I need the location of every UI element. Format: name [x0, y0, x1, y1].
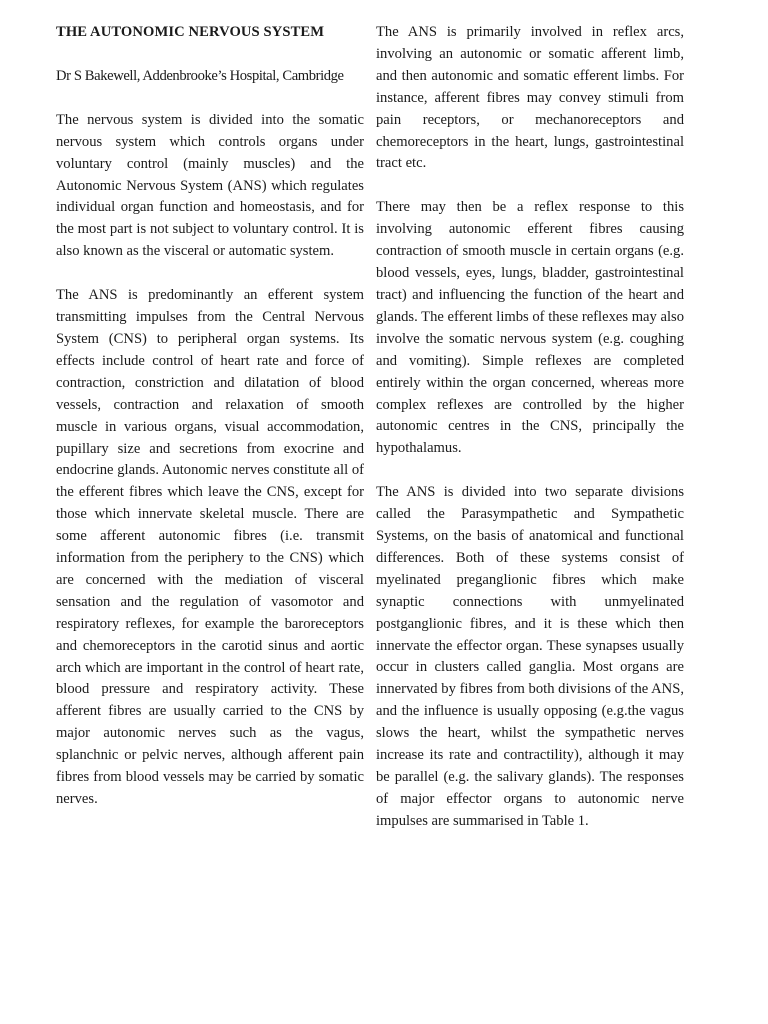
paragraph-intro: The nervous system is divided into the somatic nervous system which controls organs under voluntary control (mainly muscles) and the Autonomic Nervous System (ANS) which regulates individual organ function and homeostasis, and for the most part is not subject to voluntary control. It is also known as the visceral or automatic system.	[56, 111, 364, 260]
article-title: THE AUTONOMIC NERVOUS SYSTEM	[56, 24, 325, 40]
right-column	[376, 22, 684, 833]
paragraph-efferent: The ANS is predominantly an efferent system transmitting impulses from the Central Nervous System (CNS) to peripheral organ systems. Its effects include control of heart rate and force of contraction, constriction and dilatation of blood vessels, contraction and relaxation of smooth muscle in various organs, visual accommodation, pupillary size and secretions from exocrine and endocrine glands. Autonomic nerves constitute all of the efferent fibres which leave the CNS, except for those which innervate skeletal muscle. There are some afferent autonomic fibres (i.e. transmit information from the periphery to the CNS) which are concerned with the mediation of visceral sensation and the regulation of vasomotor and respiratory reflexes, for example the baroreceptors and chemoreceptors in the carotid sinus and aortic arch which are important in the control of heart rate, blood pressure and respiratory activity. These afferent fibres are usually carried to the CNS by major autonomic nerves such as the vagus, splanchnic or pelvic nerves, although afferent pain fibres from blood vessels may be carried by somatic nerves.	[56, 287, 364, 807]
paragraph-reflex-response: There may then be a reflex response to this involving autonomic efferent fibres causing contraction of smooth muscle in certain organs (e.g. blood vessels, eyes, lungs, bladder, gastrointestinal tract) and influencing the function of the heart and glands. The efferent limbs of these reflexes may also involve the somatic nervous system (e.g. coughing and vomiting). Simple reflexes are completed entirely within the organ concerned, whereas more complex reflexes are controlled by the higher autonomic centres in the CNS, principally the hypothalamus.	[376, 199, 684, 457]
left-column	[56, 22, 364, 811]
article-page	[56, 22, 686, 1002]
article-author: Dr S Bakewell, Addenbrooke’s Hospital, Cambridge	[56, 67, 344, 84]
paragraph-reflex-arcs: The ANS is primarily involved in reflex arcs, involving an autonomic or somatic afferent limb, and then autonomic and somatic efferent limbs. For instance, afferent fibres may convey stimuli from pain receptors, or mechanoreceptors and chemoreceptors in the heart, lungs, gastrointestinal tract etc.	[376, 24, 684, 172]
paragraph-divisions: The ANS is divided into two separate divisions called the Parasympathetic and Sympathetic Systems, on the basis of anatomical and functional differences. Both of these systems consist of myelinated preganglionic fibres which make synaptic connections with unmyelinated postganglionic fibres, and it is these which then innervate the effector organ. These synapses usually occur in clusters called ganglia. Most organs are innervated by fibres from both divisions of the ANS, and the influence is usually opposing (e.g.the vagus slows the heart, whilst the sympathetic nerves increase its rate and contractility), although it may be parallel (e.g. the salivary glands). The responses of major effector organs to autonomic nerve impulses are summarised in Table 1.	[376, 484, 684, 829]
